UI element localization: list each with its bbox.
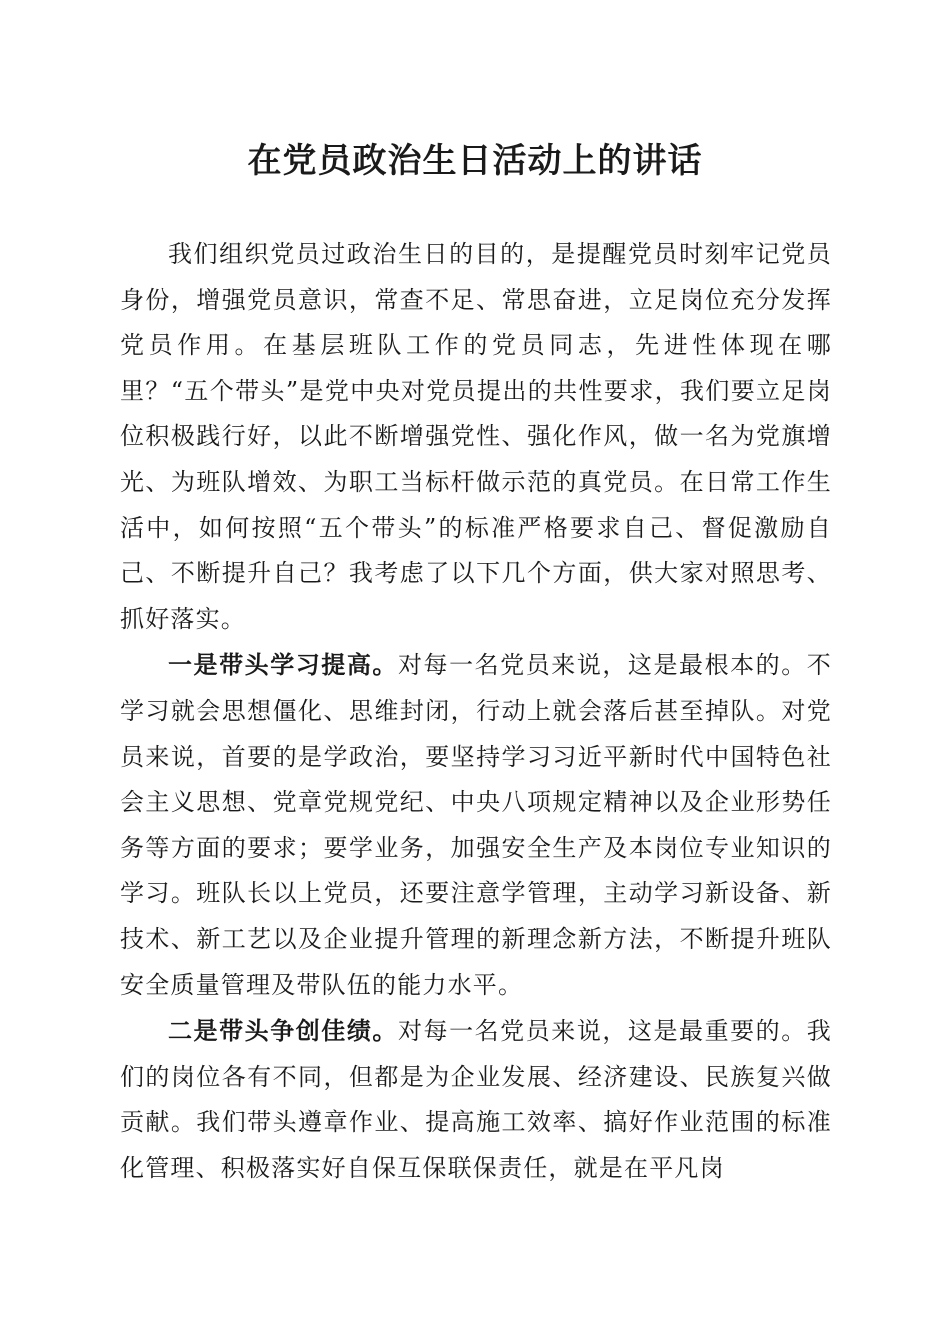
paragraph-achievement-heading: 二是带头争创佳绩。 <box>168 1016 398 1046</box>
paragraph-study-heading: 一是带头学习提高。 <box>168 650 398 680</box>
document-body <box>120 232 832 1191</box>
paragraph-intro-text: 我们组织党员过政治生日的目的，是提醒党员时刻牢记党员身份，增强党员意识，常查不足、常思奋进，立足岗位充分发挥党员作用。在基层班队工作的党员同志，先进性体现在哪里？“五个带头”是党中央对党员提出的共性要求，我们要立足岗位积极践行好，以此不断增强党性、强化作风，做一名为党旗增光、为班队增效、为职工当标杆做示范的真党员。在日常工作生活中，如何按照“五个带头”的标准严格要求自己、督促激励自己、不断提升自己？我考虑了以下几个方面，供大家对照思考、抓好落实。 <box>120 240 832 633</box>
paragraph-achievement-text: 对每一名党员来说，这是最重要的。我们的岗位各有不同，但都是为企业发展、经济建设、民族复兴做贡献。我们带头遵章作业、提高施工效率、搞好作业范围的标准化管理、积极落实好自保互保联保责任，就是在平凡岗 <box>120 1017 832 1182</box>
paragraph-study-text: 对每一名党员来说，这是最根本的。不学习就会思想僵化、思维封闭，行动上就会落后甚至掉队。对党员来说，首要的是学政治，要坚持学习习近平新时代中国特色社会主义思想、党章党规党纪、中央八项规定精神以及企业形势任务等方面的要求；要学业务，加强安全生产及本岗位专业知识的学习。班队长以上党员，还要注意学管理，主动学习新设备、新技术、新工艺以及企业提升管理的新理念新方法，不断提升班队安全质量管理及带队伍的能力水平。 <box>120 651 832 999</box>
paragraph-achievement <box>120 1008 832 1191</box>
document-title: 在党员政治生日活动上的讲话 <box>247 141 703 181</box>
paragraph-intro <box>120 232 832 642</box>
paragraph-study <box>120 642 832 1008</box>
